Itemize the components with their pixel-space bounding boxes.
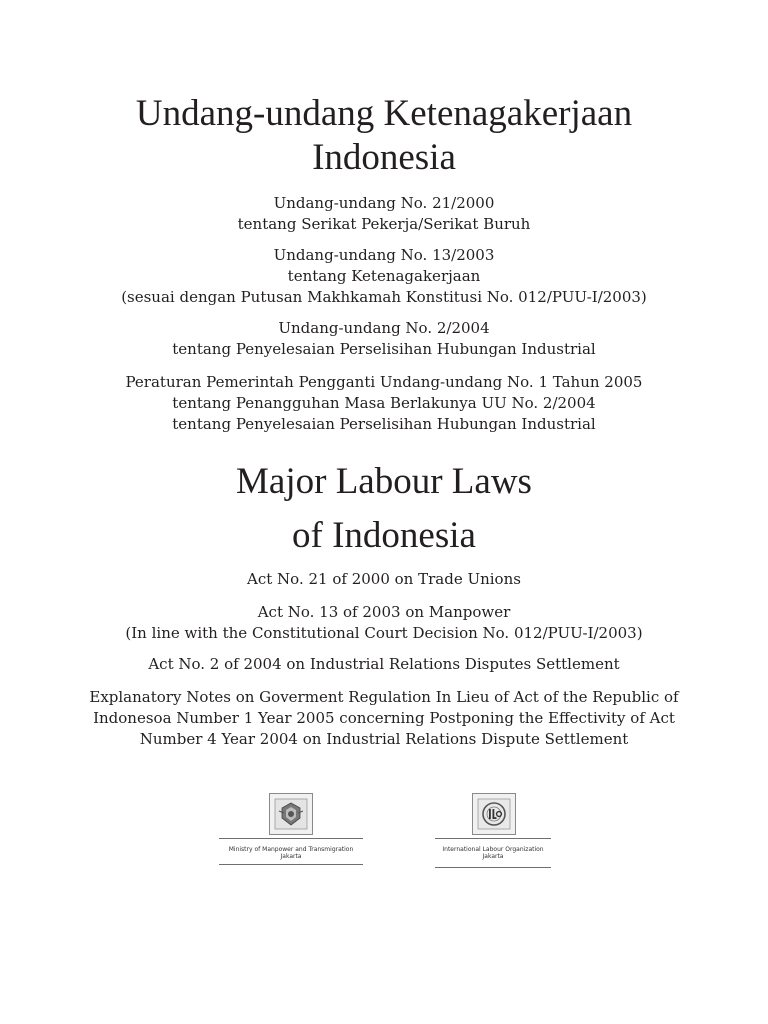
ilo-caption — [435, 846, 551, 860]
ilo-logo — [435, 793, 551, 868]
law-entry-en — [0, 569, 768, 590]
logo-divider — [219, 838, 363, 839]
law-line: Peraturan Pemerintah Pengganti Undang-undang No. 1 Tahun 2005 — [125, 373, 643, 391]
law-line: Number 4 Year 2004 on Industrial Relations Dispute Settlement — [139, 730, 629, 748]
english-title-line: of Indonesia — [292, 515, 476, 556]
english-title — [0, 455, 768, 563]
law-line: (In line with the Constitutional Court Decision No. 012/PUU-I/2003) — [125, 624, 643, 642]
law-line: Undang-undang No. 21/2000 — [273, 194, 495, 212]
english-title-line: Major Labour Laws — [236, 461, 532, 502]
law-line: tentang Penyelesaian Perselisihan Hubungan Industrial — [172, 340, 596, 358]
law-entry-en — [0, 687, 768, 750]
ministry-caption — [219, 846, 363, 860]
law-entry-en — [0, 602, 768, 644]
law-line: Undang-undang No. 13/2003 — [273, 246, 495, 264]
law-line: (sesuai dengan Putusan Makhkamah Konstitusi No. 012/PUU-I/2003) — [121, 288, 647, 306]
law-line: tentang Ketenagakerjaan — [287, 267, 481, 285]
law-line: tentang Penyelesaian Perselisihan Hubungan Industrial — [172, 415, 596, 433]
indonesian-title-line: Indonesia — [312, 137, 456, 178]
indonesian-title — [0, 92, 768, 180]
law-entry-id — [0, 245, 768, 308]
law-entry-id — [0, 372, 768, 435]
ilo-logo-icon — [472, 793, 516, 835]
law-line: tentang Serikat Pekerja/Serikat Buruh — [237, 215, 531, 233]
logo-divider — [435, 838, 551, 839]
law-entry-id — [0, 193, 768, 235]
law-line: Explanatory Notes on Goverment Regulation In Lieu of Act of the Republic of — [89, 688, 679, 706]
indonesian-title-line: Undang-undang Ketenagakerjaan — [135, 93, 633, 134]
logo-divider — [435, 867, 551, 868]
logo-divider — [219, 864, 363, 865]
law-entry-id — [0, 318, 768, 360]
ministry-logo — [219, 793, 363, 865]
caption-line: Jakarta — [482, 853, 504, 860]
caption-line: Jakarta — [280, 853, 302, 860]
law-line: Act No. 13 of 2003 on Manpower — [257, 603, 511, 621]
law-line: Act No. 21 of 2000 on Trade Unions — [247, 570, 521, 588]
law-line: Act No. 2 of 2004 on Industrial Relations Disputes Settlement — [148, 655, 620, 673]
caption-line: Ministry of Manpower and Transmigration — [228, 846, 354, 853]
caption-line: International Labour Organization — [442, 846, 544, 853]
law-line: Undang-undang No. 2/2004 — [278, 319, 490, 337]
garuda-emblem-icon — [269, 793, 313, 835]
law-line: Indonesoa Number 1 Year 2005 concerning Postponing the Effectivity of Act — [93, 709, 675, 727]
law-line: tentang Penangguhan Masa Berlakunya UU No. 2/2004 — [172, 394, 596, 412]
law-entry-en — [0, 654, 768, 675]
